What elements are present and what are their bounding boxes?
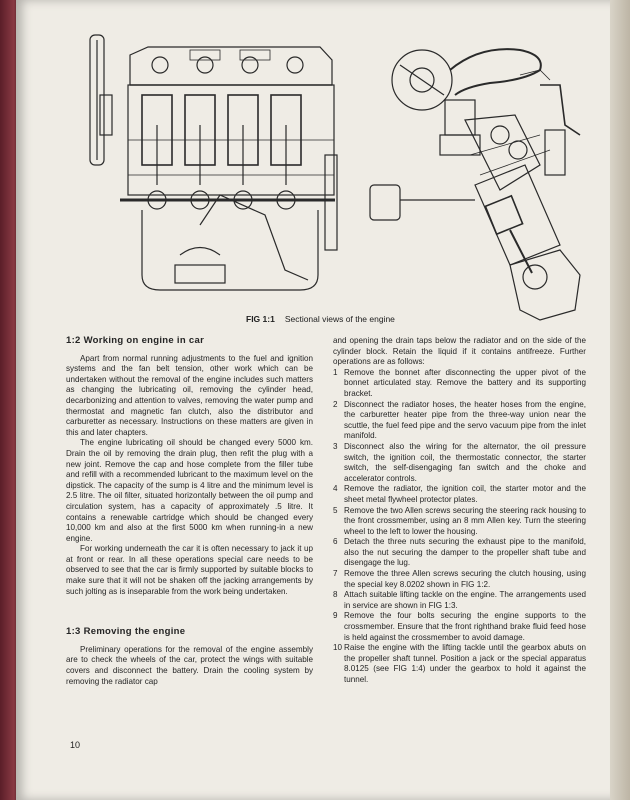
removal-step xyxy=(333,368,586,400)
step-number: 2 xyxy=(333,399,338,409)
removal-steps-list xyxy=(333,368,586,686)
removal-step xyxy=(333,442,586,484)
next-page-edge xyxy=(610,0,630,800)
step-number: 10 xyxy=(333,643,343,653)
step-text: Attach suitable lifting tackle on the engine. The arrangements used in service are shown in FIG 1:3. xyxy=(344,590,586,610)
step-number: 3 xyxy=(333,441,338,451)
step-text: Remove the four bolts securing the engine supports to the crossmember. Ensure that the front righthand brake fluid feed hose is held against the crossmember to avoid damage. xyxy=(344,611,586,642)
transverse-section-drawing xyxy=(370,49,580,320)
step-number: 1 xyxy=(333,367,338,377)
step-number: 7 xyxy=(333,569,338,579)
left-column xyxy=(66,336,313,687)
step-number: 6 xyxy=(333,537,338,547)
step-text: Remove the radiator, the ignition coil, the starter motor and the sheet metal flywheel protector plates. xyxy=(344,484,586,504)
removal-step xyxy=(333,569,586,590)
section-1-2-paragraph-3: For working underneath the car it is often necessary to jack it up at front or rear. In all these operations special care needs to be observed to see that the car is firmly supported by suitable blocks to make sure that it will not be shaken off the jacking arrangements by such jolting as is inseparable from the work being undertaken. xyxy=(66,544,313,596)
step-text: Disconnect also the wiring for the alternator, the oil pressure switch, the ignition coil, the thermostatic connector, the starter switch, the self-disengaging fan switch and the choke and accelerator controls. xyxy=(344,441,586,483)
page-number: 10 xyxy=(70,740,81,750)
step-text: Detach the three nuts securing the exhaust pipe to the manifold, also the nut securing the damper to the propeller shaft tube and disengage the lug. xyxy=(344,537,586,568)
figure-caption-label: FIG 1:1 xyxy=(246,314,275,324)
step-number: 9 xyxy=(333,611,338,621)
step-text: Disconnect the radiator hoses, the heater hoses from the engine, the carburetter heater pipe from the three-way union near the scuttle, the fuel feed pipe and the servo vacuum pipe from the inlet manifold. xyxy=(344,399,586,441)
step-text: Remove the two Allen screws securing the steering rack housing to the front crossmember, using an 8 mm Allen key. Turn the steering wheel to the left to lower the housing. xyxy=(344,505,586,536)
step-text: Remove the three Allen screws securing the clutch housing, using the special key 8.0202 shown in FIG 1:2. xyxy=(344,569,586,589)
step-number: 5 xyxy=(333,505,338,515)
engine-sectional-views-figure xyxy=(70,25,595,325)
removal-step xyxy=(333,400,586,442)
removal-step xyxy=(333,506,586,538)
removal-step xyxy=(333,611,586,643)
figure-caption xyxy=(246,314,395,324)
right-column-intro: and opening the drain taps below the radiator and on the side of the cylinder block. Retain the liquid if it contains antifreeze. Further operations are as follows: xyxy=(333,336,586,367)
longitudinal-section-drawing xyxy=(90,35,337,290)
step-number: 8 xyxy=(333,590,338,600)
figure-caption-text: Sectional views of the engine xyxy=(284,314,395,324)
removal-step xyxy=(333,590,586,611)
section-1-2-heading: 1:2 Working on engine in car xyxy=(66,335,205,346)
section-1-3-paragraph: Preliminary operations for the removal of the engine assembly are to check the wheels of the car, protect the wings with suitable covers and disconnect the battery. Drain the cooling system by removing the radiator cap xyxy=(66,644,313,686)
step-number: 4 xyxy=(333,484,338,494)
removal-step xyxy=(333,484,586,505)
step-text: Raise the engine with the lifting tackle until the gearbox abuts on the propeller shaft tunnel. Position a jack or the special apparatus 8.0125 (see FIG 1:4) under the gearbox to hold it against the tunnel. xyxy=(344,643,586,684)
step-text: Remove the bonnet after disconnecting the upper pivot of the bonnet articulated stay. Remove the battery and its supporting bracket. xyxy=(344,367,586,398)
removal-step xyxy=(333,643,586,685)
section-1-2-paragraph-2: The engine lubricating oil should be changed every 5000 km. Drain the oil by removing the drain plug, then refit the plug with a new joint. Remove the cap and hose complete from the filler tube and refill with a recommended lubricant to the maximum level on the dipstick. The capacity of the sump is 4 litre and the minimum level is 2.5 litre. The oil filter, situated horizontally between the oil pump and circulation system, has a capacity of approximately .5 litre. It contains a renewable cartridge which should be changed every 10,000 km and also at the first 5000 km when running-in a new engine. xyxy=(66,438,313,543)
right-column xyxy=(333,336,586,686)
section-1-2-paragraph-1: Apart from normal running adjustments to the fuel and ignition systems and the fan belt tension, other work which can be undertaken without the removal of the engine includes such matters as changing the lubricating oil, removing the cylinder head, decarbonizing and attention to valves, removing the water pump and thermostat and magnetic fan clutch, also the distributor and carburetter as necessary. Instructions on these matters are given in this and later chapters. xyxy=(66,353,313,437)
section-1-3-heading: 1:3 Removing the engine xyxy=(66,626,186,638)
removal-step xyxy=(333,537,586,569)
